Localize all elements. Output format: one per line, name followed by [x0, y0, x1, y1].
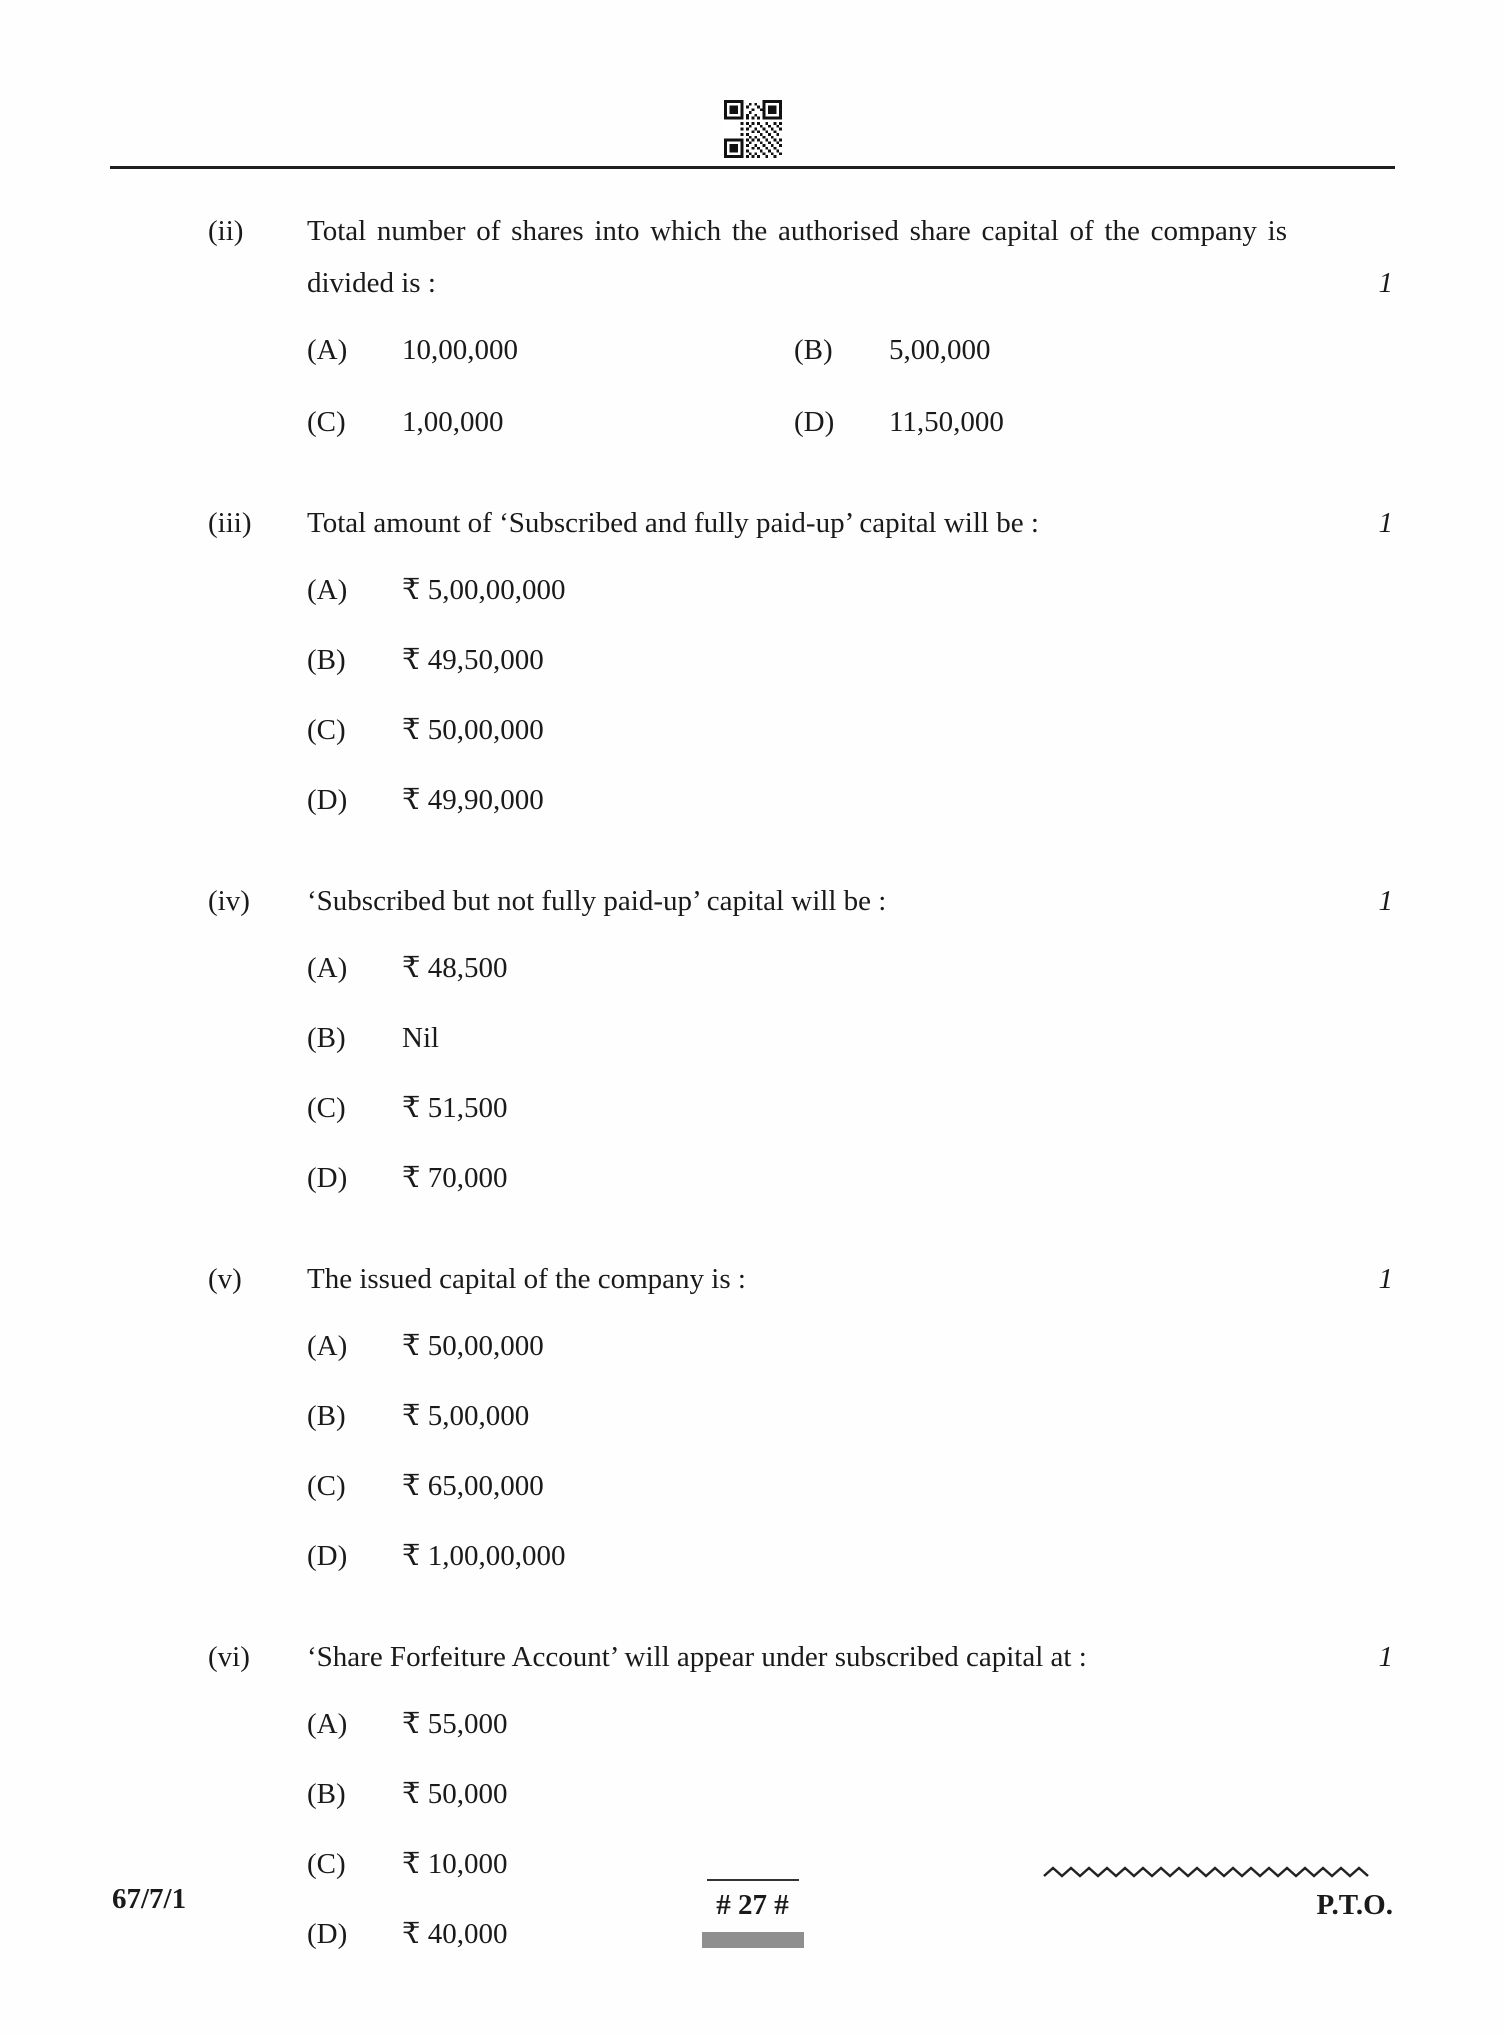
question-number: (vi) [208, 1641, 250, 1673]
option-value: ₹ 50,000 [402, 1778, 508, 1810]
option-value: ₹ 5,00,00,000 [402, 574, 566, 606]
question-number: (ii) [208, 215, 244, 247]
option-value: ₹ 55,000 [402, 1708, 508, 1740]
question-marks: 1 [1378, 1263, 1393, 1295]
question-iv [208, 875, 1393, 1195]
question-text: Total number of shares into which the authorised share capital of the company is divided is : [307, 215, 1287, 299]
questions-area [0, 169, 1505, 1951]
option-letter: (A) [307, 574, 348, 606]
options-list [307, 1329, 1393, 1573]
option-row [307, 1399, 1393, 1433]
option-letter: (A) [307, 1330, 348, 1362]
option-row [307, 1707, 1393, 1741]
question-marks: 1 [1378, 507, 1393, 539]
question-marks: 1 [1378, 267, 1393, 299]
option-letter: (B) [307, 1022, 346, 1054]
question-iii [208, 497, 1393, 817]
option-value: ₹ 10,000 [402, 1848, 508, 1880]
option-letter: (C) [307, 1470, 346, 1502]
option-row [307, 951, 1393, 985]
option-letter: (D) [307, 1540, 348, 1572]
option-value: Nil [402, 1022, 440, 1054]
option-row [307, 643, 1393, 677]
option-value: 10,00,000 [402, 334, 518, 366]
option-value: ₹ 70,000 [402, 1162, 508, 1194]
option-row [307, 1091, 1393, 1125]
option-value: ₹ 49,50,000 [402, 644, 544, 676]
question-text: Total amount of ‘Subscribed and fully paid-up’ capital will be : [307, 507, 1039, 539]
options-list [307, 333, 1393, 439]
option-letter: (A) [307, 952, 348, 984]
option-letter: (B) [307, 1400, 346, 1432]
question-text: The issued capital of the company is : [307, 1263, 746, 1295]
option-row [307, 1329, 1393, 1363]
footer-page-number: # 27 # [716, 1889, 789, 1921]
question-number: (v) [208, 1263, 242, 1295]
zigzag-line-icon [1043, 1863, 1393, 1879]
qr-code-icon [724, 100, 782, 158]
option-letter: (D) [794, 406, 835, 438]
option-row [307, 783, 1393, 817]
option-letter: (C) [307, 1092, 346, 1124]
option-letter: (D) [307, 1162, 348, 1194]
option-letter: (C) [307, 1848, 346, 1880]
option-row [307, 573, 1393, 607]
option-letter: (D) [307, 784, 348, 816]
option-value: ₹ 48,500 [402, 952, 508, 984]
question-v [208, 1253, 1393, 1573]
option-row [307, 1161, 1393, 1195]
question-marks: 1 [1378, 1641, 1393, 1673]
option-row [307, 1021, 1393, 1055]
option-value: ₹ 65,00,000 [402, 1470, 544, 1502]
option-letter: (A) [307, 334, 348, 366]
options-list [307, 573, 1393, 817]
page-number-bar [702, 1932, 804, 1948]
option-letter: (C) [307, 406, 346, 438]
question-number: (iv) [208, 885, 250, 917]
option-row [307, 1469, 1393, 1503]
option-value: 11,50,000 [889, 406, 1004, 438]
option-value: ₹ 40,000 [402, 1918, 508, 1950]
option-letter: (C) [307, 714, 346, 746]
footer-page-number-block [702, 1879, 804, 1948]
page-footer [0, 1824, 1505, 2034]
option-value: ₹ 50,00,000 [402, 714, 544, 746]
footer-pto: P.T.O. [1316, 1889, 1393, 1921]
question-number: (iii) [208, 507, 252, 539]
option-letter: (B) [307, 644, 346, 676]
option-letter: (A) [307, 1708, 348, 1740]
option-letter: (B) [794, 334, 833, 366]
question-text: ‘Subscribed but not fully paid-up’ capital will be : [307, 885, 887, 917]
option-row [307, 713, 1393, 747]
footer-pto-block [1043, 1863, 1393, 1922]
option-value: ₹ 1,00,00,000 [402, 1540, 566, 1572]
option-value: 5,00,000 [889, 334, 991, 366]
option-letter: (B) [307, 1778, 346, 1810]
option-value: ₹ 50,00,000 [402, 1330, 544, 1362]
page-number-overline [707, 1879, 799, 1881]
option-row [307, 1777, 1393, 1811]
option-value: 1,00,000 [402, 406, 504, 438]
question-marks: 1 [1378, 885, 1393, 917]
option-value: ₹ 49,90,000 [402, 784, 544, 816]
option-letter: (D) [307, 1918, 348, 1950]
options-list [307, 951, 1393, 1195]
footer-paper-code: 67/7/1 [112, 1883, 187, 1915]
qr-code-wrapper [0, 0, 1505, 158]
option-row [307, 1539, 1393, 1573]
question-ii [208, 205, 1393, 439]
option-value: ₹ 51,500 [402, 1092, 508, 1124]
question-text: ‘Share Forfeiture Account’ will appear under subscribed capital at : [307, 1641, 1087, 1673]
option-value: ₹ 5,00,000 [402, 1400, 530, 1432]
